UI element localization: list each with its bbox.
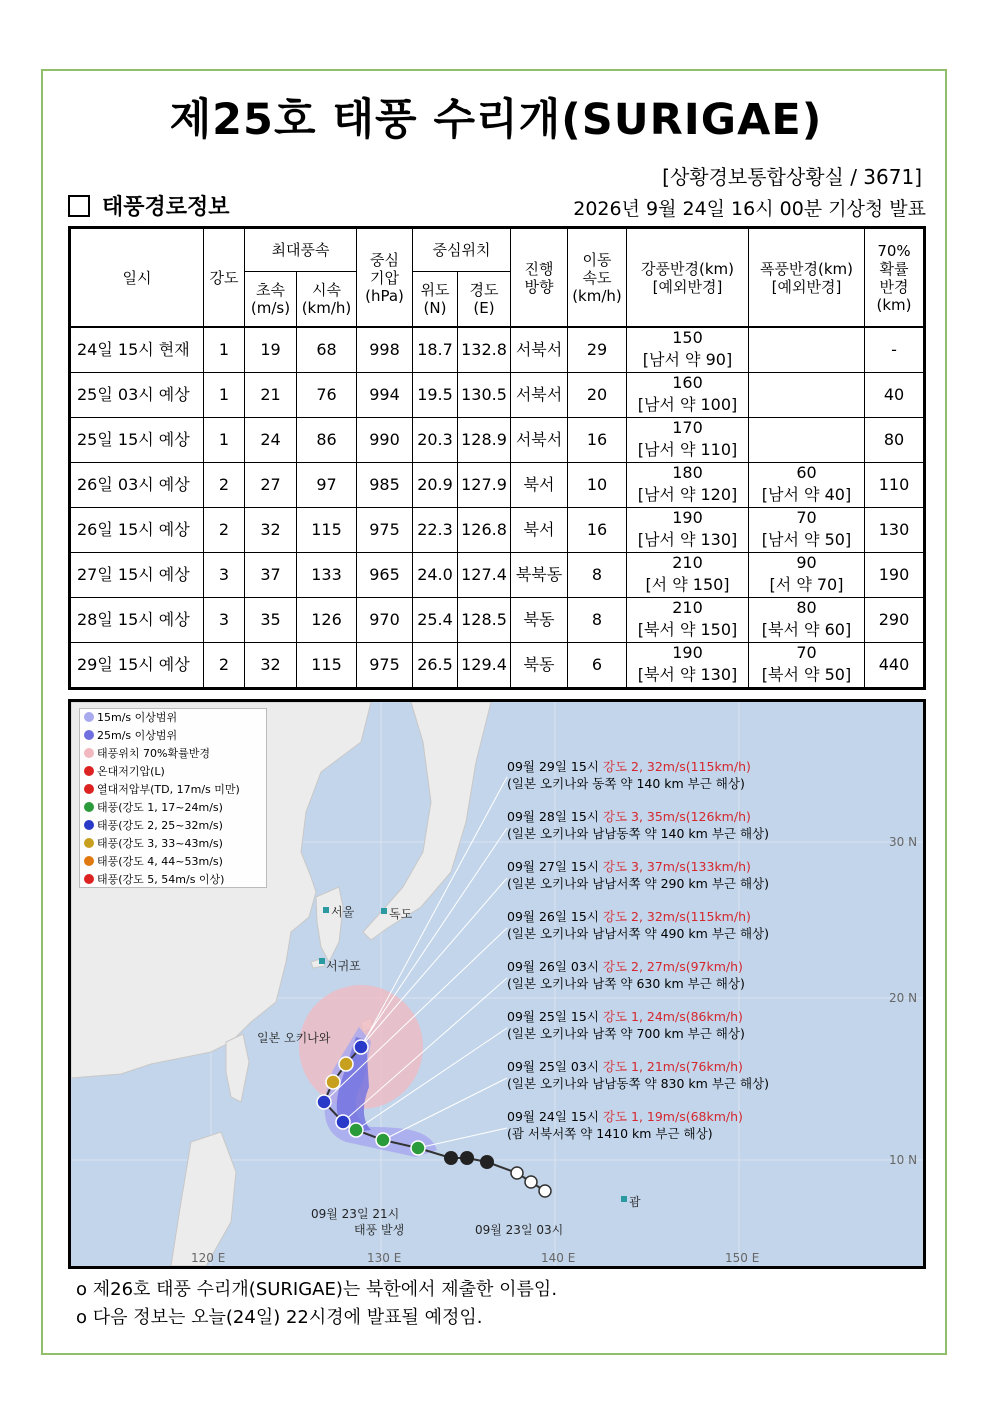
cell-gale-radius-exception: [북서 약 130] (637, 665, 738, 684)
cell-storm-radius-value (749, 373, 864, 395)
forecast-annotation (507, 958, 745, 992)
cell-wind-kmh: 115 (297, 508, 357, 553)
legend-swatch-icon (84, 730, 94, 740)
annotation-strength: 강도 1, 19m/s(68km/h) (602, 1109, 743, 1124)
cell-prob70: 80 (865, 418, 925, 463)
table-row (70, 643, 925, 689)
header-wind-ms: 초속 (m/s) (245, 272, 297, 328)
legend-swatch-icon (84, 748, 94, 758)
legend-label: 15m/s 이상범위 (97, 711, 178, 724)
cell-direction: 북서 (511, 463, 568, 508)
annotation-location: (일본 오키나와 남남서쪽 약 290 km 부근 해상) (507, 876, 769, 891)
cell-pressure: 970 (357, 598, 413, 643)
annotation-line-1 (507, 858, 769, 875)
table-row (70, 553, 925, 598)
annotation-line-1 (507, 1108, 743, 1125)
lon-150: 150 E (725, 1251, 760, 1265)
header-time: 일시 (70, 228, 204, 328)
cell-intensity: 3 (204, 598, 245, 643)
cell-time: 25일 03시 예상 (70, 373, 204, 418)
cell-lon: 132.8 (458, 327, 511, 373)
annotation-line-1 (507, 758, 751, 775)
legend-label: 태풍(강도 1, 17~24m/s) (97, 801, 223, 814)
annotation-date: 09월 25일 15시 (507, 1009, 599, 1024)
cell-lon: 130.5 (458, 373, 511, 418)
point-28-15 (339, 1057, 353, 1071)
forecast-annotation (507, 858, 769, 892)
cell-speed: 8 (568, 553, 627, 598)
header-storm-radius: 폭풍반경(km) [예외반경] (749, 228, 865, 328)
cell-prob70: - (865, 327, 925, 373)
annotation-line-1 (507, 808, 769, 825)
guam-marker (621, 1196, 627, 1202)
lon-130: 130 E (367, 1251, 402, 1265)
cell-time: 29일 15시 예상 (70, 643, 204, 689)
point-26-03 (336, 1115, 350, 1129)
legend-item (80, 853, 266, 871)
annotation-location: (일본 오키나와 남남동쪽 약 830 km 부근 해상) (507, 1076, 769, 1091)
cell-speed: 8 (568, 598, 627, 643)
legend-label: 열대저압부(TD, 17m/s 미만) (97, 783, 240, 796)
cell-time: 26일 15시 예상 (70, 508, 204, 553)
lon-120: 120 E (191, 1251, 226, 1265)
cell-prob70: 440 (865, 643, 925, 689)
cell-lat: 19.5 (413, 373, 458, 418)
cell-lon: 126.8 (458, 508, 511, 553)
header-direction: 진행 방향 (511, 228, 568, 328)
annotation-line-1 (507, 1008, 745, 1025)
point-25-03 (376, 1133, 390, 1147)
cell-storm-radius-exception (749, 350, 864, 372)
cell-storm-radius (749, 463, 865, 508)
annotation-location: (일본 오키나와 남쪽 약 630 km 부근 해상) (507, 976, 745, 991)
cell-storm-radius-value: 80 (796, 598, 817, 617)
cell-gale-radius-value: 210 (672, 598, 703, 617)
table-row (70, 508, 925, 553)
legend-swatch-icon (84, 712, 94, 722)
legend-swatch-icon (84, 802, 94, 812)
cell-intensity: 1 (204, 418, 245, 463)
annotation-date: 09월 29일 15시 (507, 759, 599, 774)
cell-wind-ms: 19 (245, 327, 297, 373)
annotation-strength: 강도 1, 21m/s(76km/h) (602, 1059, 743, 1074)
point-29-15 (354, 1040, 368, 1054)
cell-time: 25일 15시 예상 (70, 418, 204, 463)
past-point (480, 1155, 494, 1169)
legend-label: 태풍(강도 2, 25~32m/s) (97, 819, 223, 832)
cell-storm-radius-exception (749, 440, 864, 462)
table-row (70, 327, 925, 373)
point-26-15 (317, 1095, 331, 1109)
cell-gale-radius-value: 190 (672, 643, 703, 662)
cell-gale-radius (627, 373, 749, 418)
legend-item (80, 709, 266, 727)
track-map (68, 699, 926, 1269)
lon-140: 140 E (541, 1251, 576, 1265)
map-legend (79, 708, 267, 888)
lat-10: 10 N (889, 1153, 918, 1167)
cell-direction: 북동 (511, 598, 568, 643)
legend-label: 온대저기압(L) (97, 765, 165, 778)
annotation-strength: 강도 1, 24m/s(86km/h) (602, 1009, 743, 1024)
cell-wind-ms: 37 (245, 553, 297, 598)
cell-lon: 127.4 (458, 553, 511, 598)
annotation-strength: 강도 2, 32m/s(115km/h) (602, 759, 751, 774)
past-point (444, 1151, 458, 1165)
typhoon-track-table (68, 226, 926, 690)
cell-wind-kmh: 68 (297, 327, 357, 373)
cell-storm-radius-value: 60 (796, 463, 817, 482)
cell-storm-radius-value: 90 (796, 553, 817, 572)
page-title: 제25호 태풍 수리개(SURIGAE) (169, 95, 823, 145)
legend-item (80, 817, 266, 835)
cell-storm-radius (749, 553, 865, 598)
cell-prob70: 290 (865, 598, 925, 643)
annotation-location: (일본 오키나와 남쪽 약 700 km 부근 해상) (507, 1026, 745, 1041)
header-lon: 경도 (E) (458, 272, 511, 328)
cell-gale-radius-exception: [서 약 150] (645, 575, 730, 594)
lat-30: 30 N (889, 835, 918, 849)
cell-lat: 18.7 (413, 327, 458, 373)
label-start: 09월 23일 03시 (475, 1223, 564, 1237)
cell-gale-radius (627, 327, 749, 373)
legend-label: 25m/s 이상범위 (97, 729, 178, 742)
annotation-line-1 (507, 1058, 769, 1075)
cell-pressure: 990 (357, 418, 413, 463)
cell-gale-radius-exception: [남서 약 110] (637, 440, 738, 459)
cell-speed: 6 (568, 643, 627, 689)
cell-wind-ms: 27 (245, 463, 297, 508)
cell-lon: 128.5 (458, 598, 511, 643)
cell-wind-kmh: 133 (297, 553, 357, 598)
cell-prob70: 130 (865, 508, 925, 553)
forecast-annotation (507, 808, 769, 842)
cell-wind-kmh: 115 (297, 643, 357, 689)
td-point (539, 1185, 551, 1197)
cell-storm-radius-exception (749, 395, 864, 417)
cell-wind-kmh: 126 (297, 598, 357, 643)
forecast-annotation (507, 908, 769, 942)
forecast-annotation (507, 758, 751, 792)
annotation-line-1 (507, 958, 745, 975)
cell-lon: 128.9 (458, 418, 511, 463)
annotation-strength: 강도 2, 27m/s(97km/h) (602, 959, 743, 974)
cell-lon: 129.4 (458, 643, 511, 689)
cell-storm-radius-exception: [서 약 70] (769, 575, 844, 594)
cell-storm-radius-exception: [남서 약 40] (761, 485, 852, 504)
note-name-origin: o 제26호 태풍 수리개(SURIGAE)는 북한에서 제출한 이름임. (76, 1279, 558, 1300)
cell-pressure: 998 (357, 327, 413, 373)
legend-swatch-icon (84, 838, 94, 848)
cell-lat: 22.3 (413, 508, 458, 553)
cell-gale-radius (627, 508, 749, 553)
legend-item (80, 799, 266, 817)
cell-speed: 10 (568, 463, 627, 508)
cell-gale-radius-exception: [남서 약 130] (637, 530, 738, 549)
label-dokdo: 독도 (389, 907, 413, 921)
cell-storm-radius (749, 643, 865, 689)
label-seogwipo: 서귀포 (326, 959, 361, 973)
cell-gale-radius-exception: [남서 약 100] (637, 395, 738, 414)
legend-item (80, 727, 266, 745)
past-point (460, 1151, 474, 1165)
legend-label: 태풍(강도 4, 44~53m/s) (97, 855, 223, 868)
cell-gale-radius-value: 150 (672, 328, 703, 347)
cell-gale-radius-exception: [남서 약 90] (642, 350, 733, 369)
header-prob70: 70% 확률 반경 (km) (865, 228, 925, 328)
table-row (70, 598, 925, 643)
cell-storm-radius (749, 598, 865, 643)
cell-lat: 24.0 (413, 553, 458, 598)
annotation-date: 09월 27일 15시 (507, 859, 599, 874)
point-25-15 (349, 1123, 363, 1137)
cell-wind-ms: 35 (245, 598, 297, 643)
annotation-strength: 강도 2, 32m/s(115km/h) (602, 909, 751, 924)
annotation-date: 09월 24일 15시 (507, 1109, 599, 1124)
label-genesis-caption: 태풍 발생 (354, 1223, 405, 1237)
header-lat: 위도 (N) (413, 272, 458, 328)
cell-gale-radius (627, 598, 749, 643)
cell-intensity: 2 (204, 643, 245, 689)
cell-intensity: 3 (204, 553, 245, 598)
header-center: 중심위치 (413, 228, 511, 272)
cell-storm-radius-value (749, 418, 864, 440)
annotation-strength: 강도 3, 37m/s(133km/h) (602, 859, 751, 874)
annotation-location: (일본 오키나와 남남동쪽 약 140 km 부근 해상) (507, 826, 769, 841)
legend-swatch-icon (84, 784, 94, 794)
td-point (511, 1167, 523, 1179)
dokdo-marker (381, 908, 387, 914)
cell-intensity: 2 (204, 508, 245, 553)
legend-label: 태풍(강도 5, 54m/s 이상) (97, 873, 225, 886)
header-gale-radius: 강풍반경(km) [예외반경] (627, 228, 749, 328)
cell-speed: 20 (568, 373, 627, 418)
table-row (70, 418, 925, 463)
annotation-location: (괌 서북서쪽 약 1410 km 부근 해상) (507, 1126, 713, 1141)
label-genesis: 09월 23일 21시 (311, 1207, 400, 1221)
cell-storm-radius (749, 418, 865, 463)
cell-wind-ms: 21 (245, 373, 297, 418)
checkbox-icon (68, 195, 90, 217)
cell-time: 26일 03시 예상 (70, 463, 204, 508)
cell-lon: 127.9 (458, 463, 511, 508)
cell-lat: 20.9 (413, 463, 458, 508)
cell-direction: 북북동 (511, 553, 568, 598)
legend-swatch-icon (84, 820, 94, 830)
issue-time: 2026년 9월 24일 16시 00분 기상청 발표 (573, 198, 926, 220)
cell-gale-radius-exception: [북서 약 150] (637, 620, 738, 639)
cell-wind-ms: 24 (245, 418, 297, 463)
notes (76, 1276, 557, 1332)
label-seoul: 서울 (331, 905, 355, 919)
cell-lat: 26.5 (413, 643, 458, 689)
section-heading (68, 190, 230, 221)
cell-lat: 25.4 (413, 598, 458, 643)
cell-gale-radius (627, 643, 749, 689)
point-24-15 (411, 1141, 425, 1155)
header-speed: 이동 속도 (km/h) (568, 228, 627, 328)
annotation-strength: 강도 3, 35m/s(126km/h) (602, 809, 751, 824)
cell-pressure: 985 (357, 463, 413, 508)
annotation-location: (일본 오키나와 남남서쪽 약 490 km 부근 해상) (507, 926, 769, 941)
forecast-annotation (507, 1008, 745, 1042)
cell-storm-radius-exception: [남서 약 50] (761, 530, 852, 549)
cell-storm-radius (749, 327, 865, 373)
cell-storm-radius-exception: [북서 약 50] (761, 665, 852, 684)
cell-wind-kmh: 76 (297, 373, 357, 418)
annotation-location: (일본 오키나와 동쪽 약 140 km 부근 해상) (507, 776, 745, 791)
legend-item (80, 835, 266, 853)
source-office: [상황경보통합상황실 / 3671] (662, 165, 922, 189)
note-next-release: o 다음 정보는 오늘(24일) 22시경에 발표될 예정임. (76, 1307, 483, 1328)
cell-direction: 서북서 (511, 327, 568, 373)
legend-swatch-icon (84, 766, 94, 776)
cell-wind-ms: 32 (245, 508, 297, 553)
td-point (525, 1176, 537, 1188)
forecast-annotation (507, 1058, 769, 1092)
annotation-line-1 (507, 908, 769, 925)
table-row (70, 373, 925, 418)
cell-gale-radius-value: 160 (672, 373, 703, 392)
cell-speed: 16 (568, 508, 627, 553)
section-title: 태풍경로정보 (102, 195, 230, 220)
legend-item (80, 781, 266, 799)
cell-direction: 북동 (511, 643, 568, 689)
cell-pressure: 975 (357, 643, 413, 689)
cell-gale-radius-value: 170 (672, 418, 703, 437)
header-pressure: 중심 기압 (hPa) (357, 228, 413, 328)
cell-gale-radius-value: 190 (672, 508, 703, 527)
cell-wind-kmh: 86 (297, 418, 357, 463)
legend-label: 태풍(강도 3, 33~43m/s) (97, 837, 223, 850)
legend-item (80, 763, 266, 781)
cell-time: 27일 15시 예상 (70, 553, 204, 598)
cell-lat: 20.3 (413, 418, 458, 463)
legend-item (80, 745, 266, 763)
seoul-marker (323, 907, 329, 913)
header-intensity: 강도 (204, 228, 245, 328)
cell-prob70: 110 (865, 463, 925, 508)
cell-direction: 북서 (511, 508, 568, 553)
cell-storm-radius (749, 508, 865, 553)
legend-item (80, 871, 266, 889)
cell-storm-radius-exception: [북서 약 60] (761, 620, 852, 639)
legend-label: 태풍위치 70%확률반경 (97, 747, 210, 760)
cell-direction: 서북서 (511, 418, 568, 463)
cell-prob70: 40 (865, 373, 925, 418)
header-max-wind: 최대풍속 (245, 228, 357, 272)
forecast-annotation (507, 1108, 743, 1142)
cell-pressure: 994 (357, 373, 413, 418)
annotation-date: 09월 28일 15시 (507, 809, 599, 824)
cell-time: 24일 15시 현재 (70, 327, 204, 373)
legend-swatch-icon (84, 856, 94, 866)
seogwipo-marker (319, 958, 325, 964)
cell-wind-kmh: 97 (297, 463, 357, 508)
cell-storm-radius (749, 373, 865, 418)
cell-storm-radius-value (749, 328, 864, 350)
cell-prob70: 190 (865, 553, 925, 598)
cell-intensity: 1 (204, 327, 245, 373)
cell-speed: 16 (568, 418, 627, 463)
cell-gale-radius (627, 553, 749, 598)
annotation-date: 09월 26일 03시 (507, 959, 599, 974)
header-wind-kmh: 시속 (km/h) (297, 272, 357, 328)
cell-pressure: 965 (357, 553, 413, 598)
label-guam: 괌 (629, 1195, 641, 1209)
cell-direction: 서북서 (511, 373, 568, 418)
cell-speed: 29 (568, 327, 627, 373)
cell-wind-ms: 32 (245, 643, 297, 689)
cell-time: 28일 15시 예상 (70, 598, 204, 643)
lat-20: 20 N (889, 991, 918, 1005)
point-27-15 (326, 1075, 340, 1089)
annotation-date: 09월 26일 15시 (507, 909, 599, 924)
legend-swatch-icon (84, 874, 94, 884)
cell-storm-radius-value: 70 (796, 508, 817, 527)
cell-gale-radius (627, 463, 749, 508)
cell-gale-radius (627, 418, 749, 463)
cell-intensity: 1 (204, 373, 245, 418)
table-row (70, 463, 925, 508)
label-okinawa: 일본 오키나와 (257, 1031, 331, 1045)
annotation-date: 09월 25일 03시 (507, 1059, 599, 1074)
cell-gale-radius-exception: [남서 약 120] (637, 485, 738, 504)
cell-gale-radius-value: 210 (672, 553, 703, 572)
cell-gale-radius-value: 180 (672, 463, 703, 482)
cell-storm-radius-value: 70 (796, 643, 817, 662)
cell-pressure: 975 (357, 508, 413, 553)
cell-intensity: 2 (204, 463, 245, 508)
